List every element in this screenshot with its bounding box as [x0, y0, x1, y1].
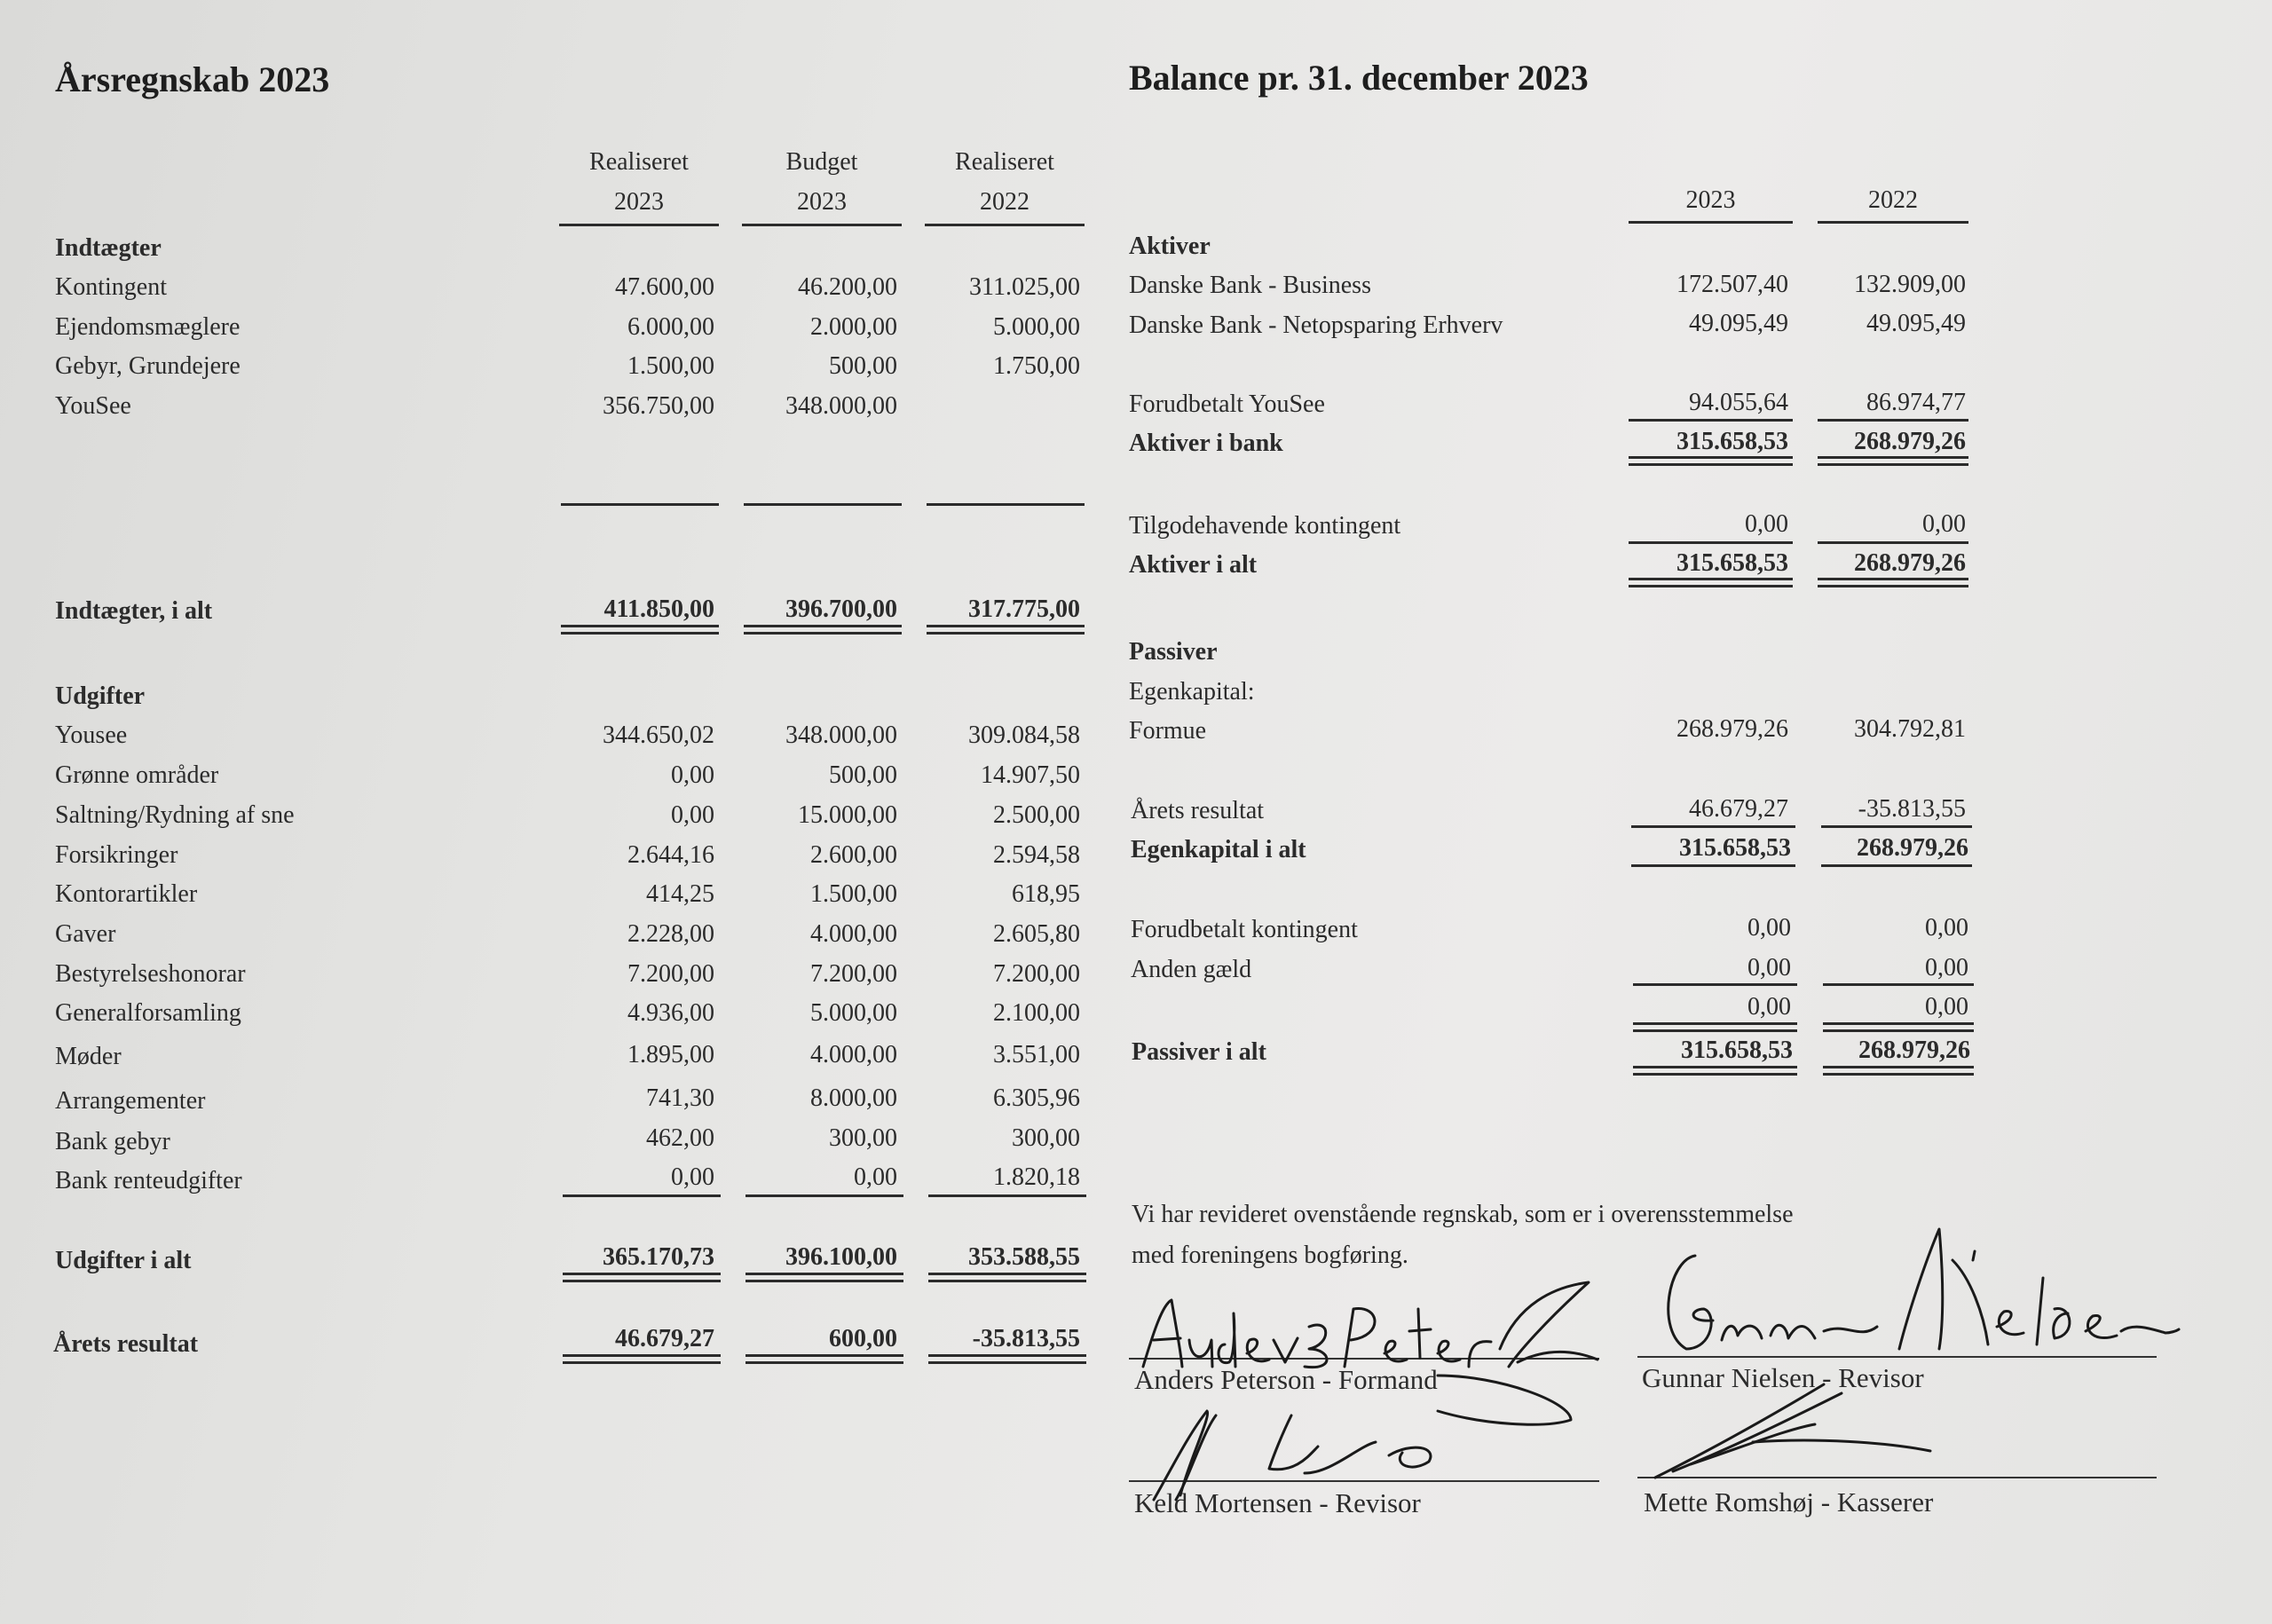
- receivable-value: 0,00: [1922, 510, 1966, 538]
- expense-value: 0,00: [671, 801, 714, 829]
- audit-statement-line-1: Vi har revideret ovenstående regnskab, som er i overensstemmelse: [1132, 1201, 1794, 1228]
- expense-total-label: Udgifter i alt: [55, 1247, 192, 1274]
- sum-rule: [1629, 419, 1793, 422]
- expense-value: 1.500,00: [810, 880, 897, 908]
- total-double-rule: [1633, 1066, 1797, 1076]
- income-label: Gebyr, Grundejere: [55, 352, 241, 380]
- signatory-name: Mette Romshøj - Kasserer: [1644, 1486, 1934, 1518]
- asset-value: 94.055,64: [1689, 389, 1788, 416]
- expense-value: 344.650,02: [603, 721, 714, 749]
- expense-value: 2.500,00: [993, 801, 1080, 829]
- expense-value: 5.000,00: [810, 999, 897, 1027]
- equity-total-value: 315.658,53: [1679, 834, 1791, 862]
- equity-value: -35.813,55: [1858, 795, 1966, 823]
- expense-value: 8.000,00: [810, 1084, 897, 1112]
- expense-value: 7.200,00: [627, 960, 714, 988]
- debt-value: 0,00: [1925, 914, 1968, 942]
- col-header-underline: [742, 224, 902, 226]
- sum-rule: [1631, 864, 1795, 867]
- expense-value: 3.551,00: [993, 1041, 1080, 1068]
- expense-label: Bank renteudgifter: [55, 1167, 242, 1194]
- income-value: 6.000,00: [627, 313, 714, 341]
- debt-value: 0,00: [1747, 914, 1791, 942]
- expense-value: 414,25: [646, 880, 714, 908]
- expense-value: 4.000,00: [810, 920, 897, 948]
- expense-total-value: 353.588,55: [968, 1243, 1080, 1271]
- result-value: -35.813,55: [972, 1325, 1080, 1352]
- col-header-realised-2022-bottom: 2022: [980, 188, 1030, 216]
- debt-subtotal-value: 0,00: [1747, 993, 1791, 1021]
- expense-value: 618,95: [1012, 880, 1080, 908]
- total-double-rule: [927, 625, 1085, 635]
- expense-heading: Udgifter: [55, 682, 146, 710]
- income-value: 311.025,00: [969, 273, 1080, 301]
- income-value: 500,00: [829, 352, 897, 380]
- expense-label: Gaver: [55, 920, 116, 948]
- sum-rule: [1633, 983, 1797, 986]
- sum-rule: [1629, 541, 1793, 544]
- total-double-rule: [928, 1354, 1086, 1364]
- balance-col-header-2022: 2022: [1868, 186, 1918, 214]
- signatory-name: Keld Mortensen - Revisor: [1134, 1487, 1421, 1518]
- expense-total-value: 396.100,00: [785, 1243, 897, 1271]
- sum-rule: [1821, 864, 1972, 867]
- expense-value: 0,00: [671, 761, 714, 789]
- annual-accounts-title: Årsregnskab 2023: [55, 59, 330, 99]
- income-total-value: 396.700,00: [785, 595, 897, 623]
- expense-value: 4.000,00: [810, 1041, 897, 1068]
- expense-value: 0,00: [671, 1163, 714, 1191]
- income-value: 47.600,00: [615, 273, 714, 301]
- income-value: 5.000,00: [993, 313, 1080, 341]
- income-value: 2.000,00: [810, 313, 897, 341]
- expense-label: Saltning/Rydning af sne: [55, 801, 295, 829]
- expense-value: 2.600,00: [810, 841, 897, 869]
- expense-value: 15.000,00: [798, 801, 897, 829]
- equity-total-value: 268.979,26: [1857, 834, 1968, 862]
- signatory-name: Gunnar Nielsen - Revisor: [1642, 1362, 1924, 1393]
- sum-rule: [1631, 825, 1795, 828]
- signature-gunnar-nielsen: [1633, 1225, 2183, 1367]
- receivable-value: 0,00: [1745, 510, 1788, 538]
- asset-value: 132.909,00: [1854, 271, 1966, 298]
- expense-value: 4.936,00: [627, 999, 714, 1027]
- expense-label: Grønne områder: [55, 761, 219, 789]
- total-double-rule: [1633, 1022, 1797, 1032]
- expense-value: 348.000,00: [785, 721, 897, 749]
- col-header-underline: [1818, 221, 1968, 224]
- col-header-underline: [559, 224, 719, 226]
- income-heading: Indtægter: [55, 234, 162, 262]
- equity-value: 268.979,26: [1676, 715, 1788, 743]
- debt-label: Forudbetalt kontingent: [1131, 916, 1358, 943]
- col-header-realised-2023-bottom: 2023: [614, 188, 664, 216]
- expense-value: 2.594,58: [993, 841, 1080, 869]
- equity-label: Årets resultat: [1131, 797, 1265, 824]
- total-double-rule: [1823, 1022, 1974, 1032]
- assets-bank-label: Aktiver i bank: [1129, 430, 1283, 457]
- result-value: 46.679,27: [615, 1325, 714, 1352]
- sum-rule: [1818, 541, 1968, 544]
- col-header-budget-2023-bottom: 2023: [797, 188, 847, 216]
- liabilities-total-label: Passiver i alt: [1132, 1038, 1266, 1066]
- total-double-rule: [928, 1273, 1086, 1282]
- expense-value: 741,30: [646, 1084, 714, 1112]
- expense-label: Bank gebyr: [55, 1128, 170, 1155]
- total-double-rule: [1823, 1066, 1974, 1076]
- col-header-realised-2023-top: Realiseret: [589, 148, 689, 176]
- income-value: 1.750,00: [993, 352, 1080, 380]
- income-value: 46.200,00: [798, 273, 897, 301]
- expense-value: 300,00: [829, 1124, 897, 1152]
- sum-rule: [563, 1194, 721, 1197]
- income-label: Ejendomsmæglere: [55, 313, 241, 341]
- expense-value: 1.895,00: [627, 1041, 714, 1068]
- assets-total-value: 268.979,26: [1854, 549, 1966, 577]
- income-value: 356.750,00: [603, 392, 714, 420]
- total-double-rule: [1818, 456, 1968, 466]
- total-double-rule: [746, 1354, 903, 1364]
- expense-value: 1.820,18: [993, 1163, 1080, 1191]
- col-header-realised-2022-top: Realiseret: [955, 148, 1054, 176]
- col-header-underline: [925, 224, 1085, 226]
- income-total-label: Indtægter, i alt: [55, 597, 213, 625]
- expense-value: 2.644,16: [627, 841, 714, 869]
- expense-value: 14.907,50: [981, 761, 1080, 789]
- income-total-value: 317.775,00: [968, 595, 1080, 623]
- total-double-rule: [746, 1273, 903, 1282]
- assets-bank-value: 268.979,26: [1854, 428, 1966, 455]
- total-double-rule: [744, 625, 902, 635]
- equity-value: 304.792,81: [1854, 715, 1966, 743]
- total-double-rule: [563, 1273, 721, 1282]
- equity-total-label: Egenkapital i alt: [1131, 836, 1306, 863]
- expense-label: Forsikringer: [55, 841, 178, 869]
- assets-heading: Aktiver: [1129, 233, 1211, 260]
- liabilities-total-value: 315.658,53: [1681, 1037, 1793, 1064]
- asset-label: Danske Bank - Business: [1129, 272, 1371, 299]
- asset-label: Forudbetalt YouSee: [1129, 390, 1325, 418]
- asset-value: 49.095,49: [1689, 310, 1788, 337]
- equity-heading: Egenkapital:: [1129, 678, 1255, 706]
- total-double-rule: [561, 625, 719, 635]
- signature-keld-mortensen: [1127, 1398, 1553, 1504]
- sum-rule: [927, 503, 1085, 506]
- sum-rule: [928, 1194, 1086, 1197]
- sum-rule: [1821, 825, 1972, 828]
- asset-label: Danske Bank - Netopsparing Erhverv: [1129, 311, 1503, 339]
- debt-label: Anden gæld: [1131, 956, 1252, 983]
- sum-rule: [744, 503, 902, 506]
- expense-label: Bestyrelseshonorar: [55, 960, 246, 988]
- assets-total-label: Aktiver i alt: [1129, 551, 1258, 579]
- expense-value: 0,00: [854, 1163, 897, 1191]
- expense-value: 300,00: [1012, 1124, 1080, 1152]
- expense-value: 309.084,58: [968, 721, 1080, 749]
- expense-label: Generalforsamling: [55, 999, 241, 1027]
- audit-statement-line-2: med foreningens bogføring.: [1132, 1242, 1408, 1269]
- expense-value: 6.305,96: [993, 1084, 1080, 1112]
- debt-value: 0,00: [1747, 954, 1791, 981]
- income-total-value: 411.850,00: [604, 595, 714, 623]
- sum-rule: [1818, 419, 1968, 422]
- expense-value: 2.100,00: [993, 999, 1080, 1027]
- result-value: 600,00: [829, 1325, 897, 1352]
- col-header-underline: [1629, 221, 1793, 224]
- asset-value: 49.095,49: [1866, 310, 1966, 337]
- expense-value: 2.605,80: [993, 920, 1080, 948]
- asset-value: 172.507,40: [1676, 271, 1788, 298]
- expense-label: Yousee: [55, 721, 128, 749]
- assets-bank-value: 315.658,53: [1676, 428, 1788, 455]
- total-double-rule: [563, 1354, 721, 1364]
- equity-value: 46.679,27: [1689, 795, 1788, 823]
- sum-rule: [746, 1194, 903, 1197]
- result-label: Årets resultat: [53, 1330, 199, 1358]
- expense-total-value: 365.170,73: [603, 1243, 714, 1271]
- equity-label: Formue: [1129, 717, 1207, 745]
- total-double-rule: [1629, 578, 1793, 587]
- signature-mette-romshoj: [1637, 1376, 1975, 1482]
- liabilities-heading: Passiver: [1129, 638, 1218, 666]
- asset-value: 86.974,77: [1866, 389, 1966, 416]
- sum-rule: [1823, 983, 1974, 986]
- total-double-rule: [1629, 456, 1793, 466]
- assets-total-value: 315.658,53: [1676, 549, 1788, 577]
- expense-label: Kontorartikler: [55, 880, 198, 908]
- debt-value: 0,00: [1925, 954, 1968, 981]
- debt-subtotal-value: 0,00: [1925, 993, 1968, 1021]
- expense-value: 7.200,00: [810, 960, 897, 988]
- expense-value: 2.228,00: [627, 920, 714, 948]
- expense-value: 462,00: [646, 1124, 714, 1152]
- signatory-name: Anders Peterson - Formand: [1134, 1364, 1438, 1395]
- balance-col-header-2023: 2023: [1685, 186, 1736, 214]
- expense-label: Arrangementer: [55, 1087, 206, 1115]
- income-value: 1.500,00: [627, 352, 714, 380]
- income-label: YouSee: [55, 392, 131, 420]
- income-label: Kontingent: [55, 273, 167, 301]
- liabilities-total-value: 268.979,26: [1858, 1037, 1970, 1064]
- col-header-budget-2023-top: Budget: [785, 148, 858, 176]
- expense-label: Møder: [55, 1043, 122, 1070]
- sum-rule: [561, 503, 719, 506]
- balance-title: Balance pr. 31. december 2023: [1129, 58, 1589, 98]
- receivable-label: Tilgodehavende kontingent: [1129, 512, 1401, 540]
- total-double-rule: [1818, 578, 1968, 587]
- expense-value: 7.200,00: [993, 960, 1080, 988]
- expense-value: 500,00: [829, 761, 897, 789]
- income-value: 348.000,00: [785, 392, 897, 420]
